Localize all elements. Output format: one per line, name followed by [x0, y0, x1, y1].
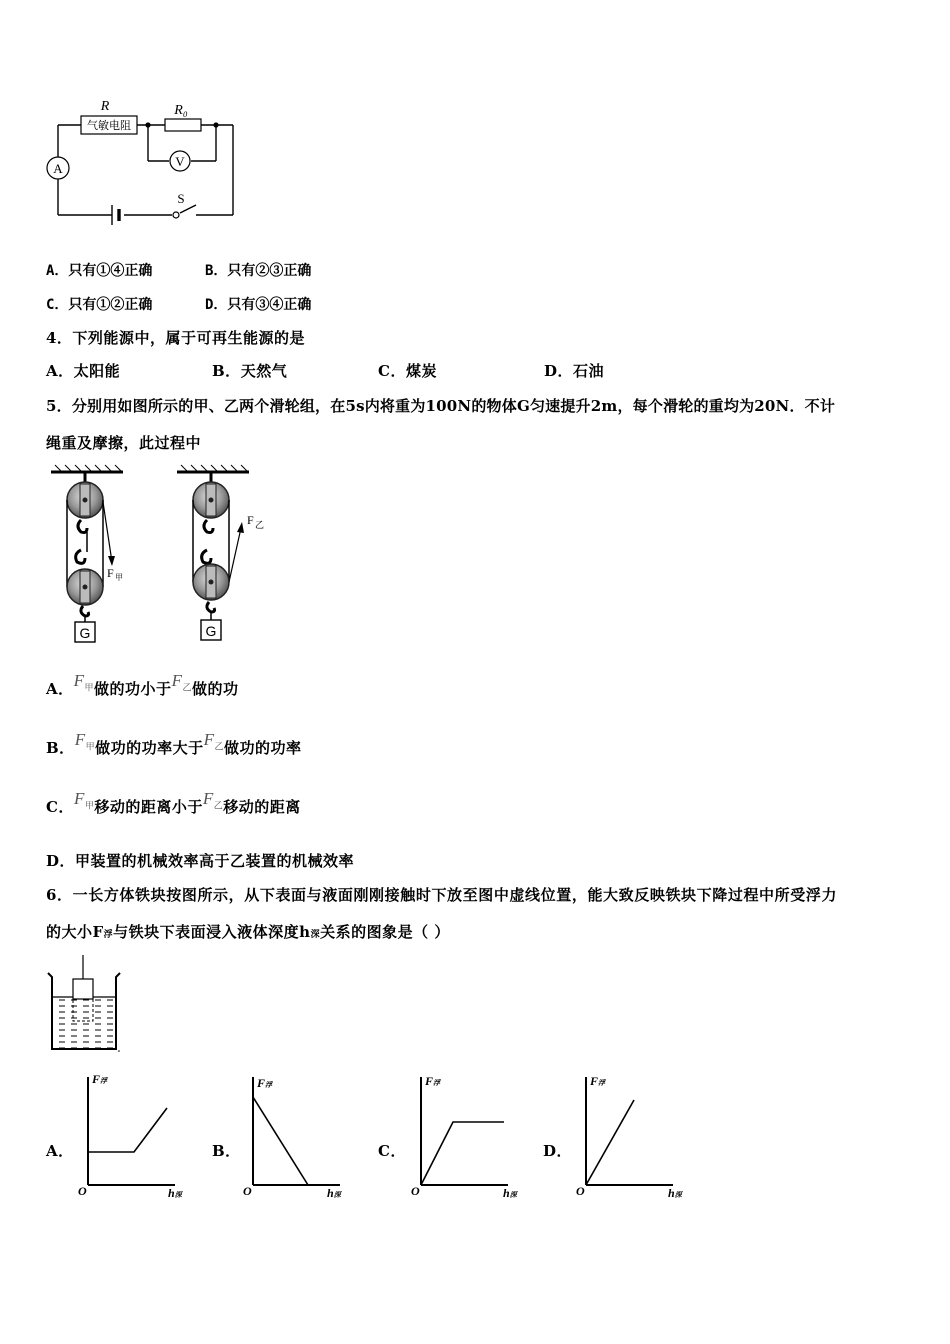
svg-text:h深: h深: [503, 1186, 517, 1200]
svg-text:O: O: [243, 1184, 252, 1198]
q4-option-b[interactable]: B．天然气: [212, 362, 288, 380]
pulley-system-jia: [51, 465, 123, 642]
iron-block: [73, 979, 93, 999]
q6-question-line1: 6．一长方体铁块按图所示，从下表面与液面刚刚接触时下放至图中虚线位置，能大致反映铁块下降过程中所受浮力: [46, 886, 838, 904]
graph-b-line: [253, 1097, 308, 1185]
graph-b-label[interactable]: B．: [212, 1142, 241, 1160]
svg-text:G: G: [205, 623, 217, 639]
circuit-diagram: [40, 95, 250, 230]
q6-question-line2: 的大小F浮与铁块下表面浸入液体深度h深关系的图象是（ ）: [46, 923, 450, 941]
switch: [173, 212, 179, 218]
svg-text:F浮: F浮: [590, 1074, 606, 1088]
graph-d-line: [586, 1100, 634, 1185]
svg-text:h深: h深: [327, 1186, 341, 1200]
svg-text:O: O: [78, 1184, 87, 1198]
svg-text:h深: h深: [668, 1186, 682, 1200]
svg-text:A: A: [53, 161, 63, 176]
q3-option-c[interactable]: C．只有①②正确: [46, 297, 153, 313]
q4-option-d[interactable]: D．石油: [544, 362, 605, 380]
q5-question-line2: 绳重及摩擦，此过程中: [46, 434, 202, 452]
q4-question: 4．下列能源中，属于可再生能源的是: [46, 329, 305, 347]
graph-d[interactable]: [568, 1065, 688, 1205]
q4-option-a[interactable]: A．太阳能: [46, 362, 121, 380]
q3-option-a[interactable]: A．只有①④正确: [46, 263, 153, 279]
force-label-yi: F: [247, 513, 254, 527]
graph-c-line: [421, 1122, 504, 1185]
svg-text:h深: h深: [168, 1186, 182, 1200]
graph-a-label[interactable]: A．: [46, 1142, 74, 1160]
graph-a-line: [88, 1108, 167, 1152]
r0-resistor: [165, 119, 201, 131]
r-label: R: [100, 99, 110, 114]
f-jia-symbol: $F_甲$: [73, 671, 95, 693]
graph-c-label[interactable]: C．: [378, 1142, 406, 1160]
svg-text:V: V: [175, 154, 185, 169]
q5-option-d[interactable]: D．甲装置的机械效率高于乙装置的机械效率: [46, 852, 355, 870]
graph-c[interactable]: [403, 1065, 523, 1205]
q3-option-d[interactable]: D．只有③④正确: [205, 297, 312, 313]
f-yi-symbol: $F_乙$: [171, 671, 192, 693]
graph-a[interactable]: [70, 1065, 190, 1205]
svg-text:S: S: [177, 191, 185, 206]
graph-d-label[interactable]: D．: [543, 1142, 573, 1160]
pulley-figure: [45, 462, 285, 657]
q5-option-b[interactable]: B．$F_甲$做功的功率大于$F_乙$做功的功率: [46, 730, 302, 757]
svg-text:乙: 乙: [255, 521, 265, 531]
q3-option-b[interactable]: B．只有②③正确: [205, 263, 312, 279]
svg-text:O: O: [576, 1184, 585, 1198]
svg-text:甲: 甲: [115, 573, 123, 582]
r0-label: R₀: [174, 103, 188, 118]
resistor-text: 气敏电阻: [87, 119, 131, 132]
svg-text:F浮: F浮: [425, 1074, 441, 1088]
force-label-jia: F: [107, 566, 114, 580]
q5-option-a[interactable]: A．$F_甲$做的功小于$F_乙$做的功: [46, 671, 239, 698]
beaker-figure: [46, 955, 126, 1055]
svg-text:F浮: F浮: [92, 1072, 108, 1086]
q5-question-line1: 5．分别用如图所示的甲、乙两个滑轮组，在5s内将重为100N的物体G匀速提升2m，每个滑轮的重均为20N．不计: [46, 397, 836, 415]
q5-option-c[interactable]: C．$F_甲$移动的距离小于$F_乙$移动的距离: [46, 789, 301, 816]
pulley-system-yi: [177, 465, 264, 640]
graph-b[interactable]: [235, 1065, 355, 1205]
svg-text:G: G: [79, 625, 91, 641]
svg-text:F浮: F浮: [257, 1076, 273, 1090]
q4-option-c[interactable]: C．煤炭: [378, 362, 437, 380]
svg-text:O: O: [411, 1184, 420, 1198]
